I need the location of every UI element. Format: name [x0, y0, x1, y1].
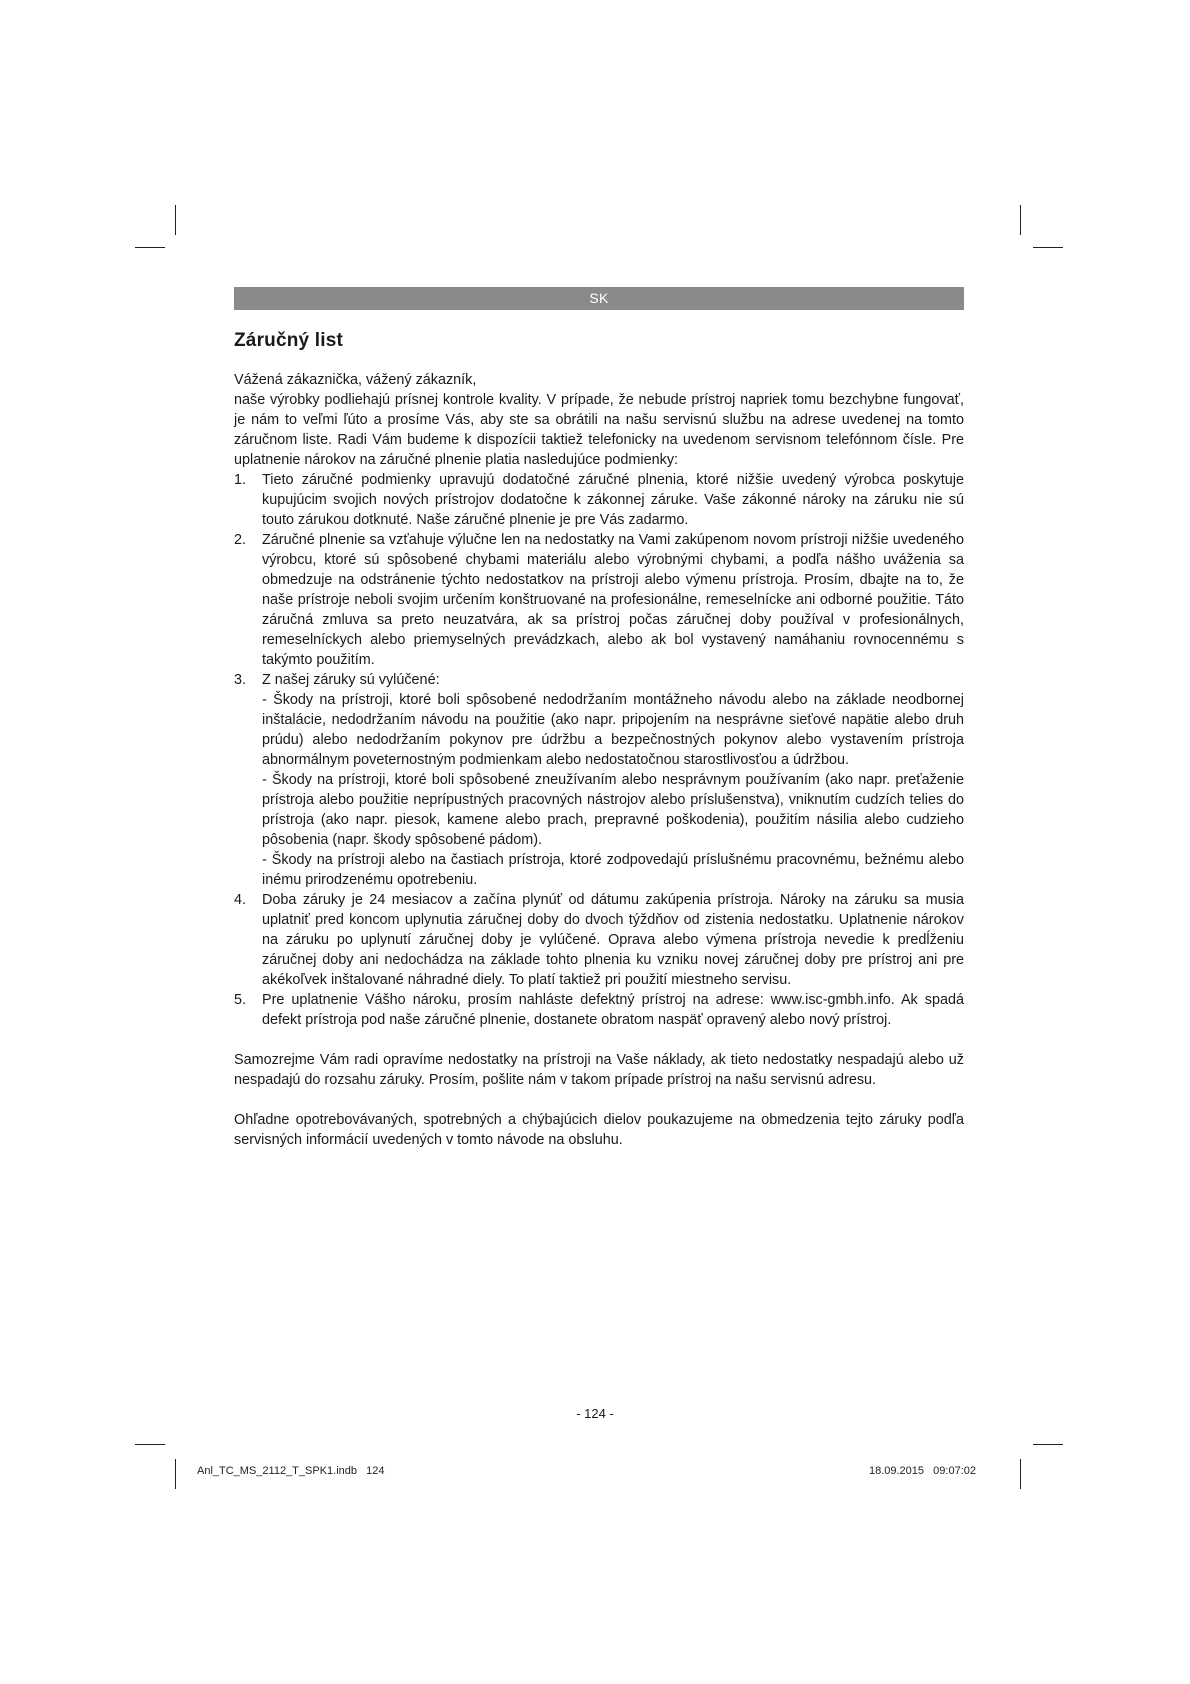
greeting: Vážená zákaznička, vážený zákazník, [234, 372, 477, 388]
condition-number: 2. [234, 532, 247, 548]
language-header-bar [234, 287, 964, 310]
condition-number: 3. [234, 672, 247, 688]
crop-mark-bottom-left-vertical [175, 1459, 176, 1489]
condition-item [234, 530, 964, 670]
condition-number: 1. [234, 472, 247, 488]
condition-item [234, 990, 964, 1030]
print-timestamp: 18.09.2015 09:07:02 [868, 1465, 976, 1477]
crop-mark-top-right-vertical [1020, 205, 1021, 235]
condition-paragraph: Tieto záručné podmienky upravujú dodatočné záručné plnenia, ktoré nižšie uvedený výrobca poskytuje kupujúcim svojich nových prístrojov dodatočne k zákonnej záruke. Vaše zákonné nároky na záruku nie sú touto zárukou dotknuté. Naše záručné plnenie je pre Vás zadarmo. [262, 472, 964, 528]
exclusion-subitem: - Škody na prístroji, ktoré boli spôsobené nedodržaním montážneho návodu alebo na základe neodbornej inštalácie, nedodržaním návodu na použitie (ako napr. pripojením na nesprávne sieťové napätie alebo druh prúdu) alebo nedodržaním pokynov pre údržbu a bezpečnostných pokynov alebo vystavením prístroja abnormálnym poveternostným podmienkam alebo nedostatočnou starostlivosťou a údržbou. [262, 692, 964, 768]
condition-number: 4. [234, 892, 247, 908]
condition-item [234, 670, 964, 890]
condition-text [262, 890, 964, 990]
crop-mark-top-right-horizontal [1033, 247, 1063, 248]
repairs-paragraph: Samozrejme Vám radi opravíme nedostatky na prístroji na Vaše náklady, ak tieto nedostatky nespadajú alebo už nespadajú do rozsahu záruky. Prosím, pošlite nám v takom prípade prístroj na našu servisnú adresu. [234, 1052, 964, 1088]
crop-mark-top-left-vertical [175, 205, 176, 235]
condition-text [262, 670, 964, 890]
condition-paragraph: Doba záruky je 24 mesiacov a začína plynúť od dátumu zakúpenia prístroja. Nároky na záruku sa musia uplatniť pred koncom uplynutia záručnej doby do dvoch týždňov od zistenia nedostatku. Uplatnenie nárokov na záruku po uplynutí záručnej doby je vylúčené. Oprava alebo výmena prístroja nevedie k predĺženiu záručnej doby ani nedochádza na základe tohto plnenia ku vzniku novej záručnej doby pre prístroj ani pre akékoľvek inštalované náhradné diely. To platí taktiež pri použití miestneho servisu. [262, 892, 964, 988]
condition-paragraph: Záručné plnenie sa vzťahuje výlučne len na nedostatky na Vami zakúpenom novom prístroji nižšie uvedeného výrobcu, ktoré sú spôsobené chybami materiálu alebo výrobnými chybami, a podľa nášho uváženia sa obmedzuje na odstránenie týchto nedostatkov na prístroji alebo výmenu prístroja. Prosím, dbajte na to, že naše prístroje neboli svojim určením konštruované na profesionálne, remeselnícke ani odborné použitie. Táto záručná zmluva sa preto neuzatvára, ak sa prístroj počas záručnej doby používal v profesionálnych, remeselníckych alebo priemyselných prevádzkach, alebo ak bol vystavený namáhaniu rovnocennému s takýmto použitím. [262, 532, 964, 668]
condition-paragraph: Pre uplatnenie Vášho nároku, prosím nahláste defektný prístroj na adrese: www.isc-gmbh.info. Ak spadá defekt prístroja pod naše záručné plnenie, dostanete obratom naspäť opravený alebo nový prístroj. [262, 992, 964, 1028]
condition-item [234, 470, 964, 530]
document-body [234, 370, 964, 1150]
crop-mark-bottom-left-horizontal [135, 1444, 165, 1445]
condition-text [262, 530, 964, 670]
print-file-info: Anl_TC_MS_2112_T_SPK1.indb 124 [197, 1465, 385, 1477]
parts-paragraph: Ohľadne opotrebovávaných, spotrebných a chýbajúcich dielov poukazujeme na obmedzenia tejto záruky podľa servisných informácií uvedených v tomto návode na obsluhu. [234, 1112, 964, 1148]
conditions-list [234, 470, 964, 1030]
condition-number: 5. [234, 992, 247, 1008]
intro-paragraph: naše výrobky podliehajú prísnej kontrole kvality. V prípade, že nebude prístroj napriek tomu bezchybne fungovať, je nám to veľmi ľúto a prosíme Vás, aby ste sa obrátili na našu servisnú službu na adrese uvedenej na tomto záručnom liste. Radi Vám budeme k dispozícii taktiež telefonicky na uvedenom servisnom telefónnom čísle. Pre uplatnenie nárokov na záručné plnenie platia nasledujúce podmienky: [234, 392, 964, 468]
exclusion-subitem: - Škody na prístroji, ktoré boli spôsobené zneužívaním alebo nesprávnym používaním (ako napr. preťaženie prístroja alebo použitie neprípustných pracovných nástrojov alebo príslušenstva), vniknutím cudzích telies do prístroja (ako napr. piesok, kamene alebo prach, prepravné poškodenia), použitím násilia alebo cudzieho pôsobenia (napr. škody spôsobené pádom). [262, 772, 964, 848]
language-code: SK [589, 290, 609, 306]
exclusion-subitem: - Škody na prístroji alebo na častiach prístroja, ktoré zodpovedajú príslušnému pracovnému, bežnému alebo inému prirodzenému opotrebeniu. [262, 852, 964, 888]
condition-item [234, 890, 964, 990]
crop-mark-bottom-right-horizontal [1033, 1444, 1063, 1445]
page-title: Záručný list [234, 330, 344, 351]
condition-paragraph: Z našej záruky sú vylúčené: [262, 672, 440, 688]
page-number: - 124 - [576, 1406, 614, 1421]
condition-text [262, 990, 964, 1030]
crop-mark-top-left-horizontal [135, 247, 165, 248]
crop-mark-bottom-right-vertical [1020, 1459, 1021, 1489]
condition-text [262, 470, 964, 530]
